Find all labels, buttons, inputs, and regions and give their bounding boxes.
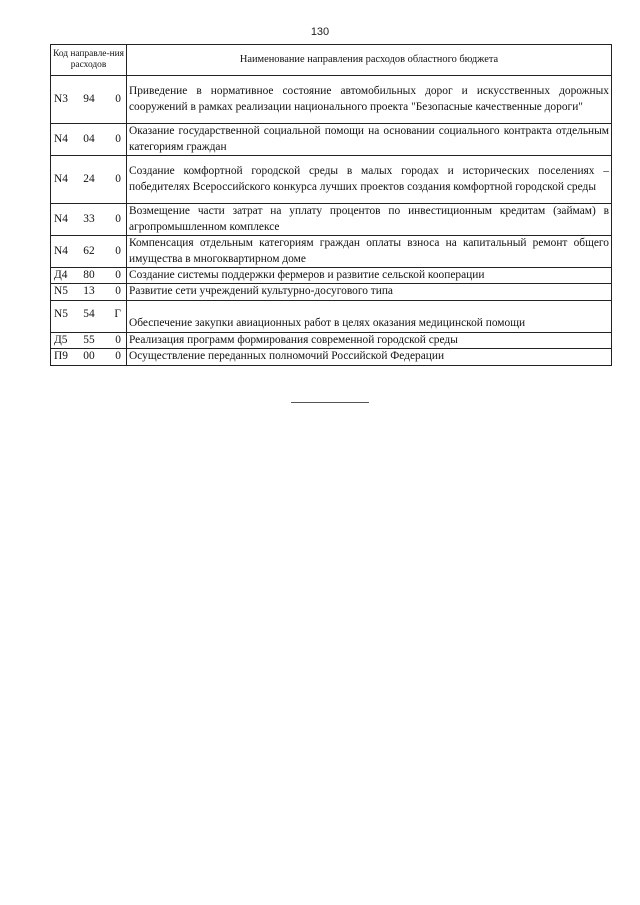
name-cell: Развитие сети учреждений культурно-досугового типа (127, 284, 612, 300)
table-row (51, 300, 612, 332)
name-cell: Обеспечение закупки авиационных работ в целях оказания медицинской помощи (127, 300, 612, 332)
name-cell: Осуществление переданных полномочий Российской Федерации (127, 349, 612, 365)
code-part-2: 94 (83, 92, 95, 105)
code-part-1: N5 (54, 307, 68, 320)
code-cell (51, 300, 127, 332)
code-part-1: N4 (54, 212, 68, 225)
name-cell: Создание системы поддержки фермеров и развитие сельской кооперации (127, 268, 612, 284)
code-part-3: 0 (115, 172, 121, 185)
code-part-1: N4 (54, 244, 68, 257)
code-cell (51, 204, 127, 236)
table-row (51, 332, 612, 348)
code-cell (51, 236, 127, 268)
end-divider-line (291, 402, 369, 403)
code-cell (51, 332, 127, 348)
page-number: 130 (310, 26, 330, 38)
name-cell: Создание комфортной городской среды в малых городах и исторических поселениях – победителях Всероссийского конкурса лучших проектов создания комфортной городской среды (127, 156, 612, 204)
table-row (51, 156, 612, 204)
table-row (51, 236, 612, 268)
table-header-row (51, 45, 612, 76)
code-part-3: Г (114, 307, 121, 320)
code-part-3: 0 (115, 92, 121, 105)
code-part-2: 80 (83, 269, 95, 281)
table-row (51, 204, 612, 236)
code-cell (51, 76, 127, 124)
code-part-3: 0 (115, 285, 121, 298)
code-part-2: 04 (83, 132, 95, 145)
name-cell: Возмещение части затрат на уплату процентов по инвестиционным кредитам (займам) в агропромышленном комплексе (127, 204, 612, 236)
name-cell: Компенсация отдельным категориям граждан оплаты взноса на капитальный ремонт общего имущества в многоквартирном доме (127, 236, 612, 268)
code-part-1: N4 (54, 132, 68, 145)
name-cell: Оказание государственной социальной помощи на основании социального контракта отдельным категориям граждан (127, 124, 612, 156)
code-part-2: 24 (83, 172, 95, 185)
header-name-cell: Наименование направления расходов областного бюджета (127, 45, 612, 76)
code-cell (51, 284, 127, 300)
code-part-1: N3 (54, 92, 68, 105)
table-row (51, 268, 612, 284)
code-part-1: П9 (54, 350, 68, 363)
table-row (51, 284, 612, 300)
code-part-1: Д5 (54, 333, 68, 346)
table-row (51, 76, 612, 124)
code-part-3: 0 (115, 132, 121, 145)
code-part-3: 0 (115, 269, 121, 281)
code-part-2: 33 (83, 212, 95, 225)
code-part-3: 0 (115, 244, 121, 257)
code-part-2: 62 (83, 244, 95, 257)
table-row (51, 349, 612, 365)
code-cell (51, 124, 127, 156)
code-part-2: 13 (83, 285, 95, 298)
name-cell: Реализация программ формирования современной городской среды (127, 332, 612, 348)
code-part-3: 0 (115, 350, 121, 363)
code-cell (51, 349, 127, 365)
code-part-2: 00 (83, 350, 95, 363)
code-part-3: 0 (115, 333, 121, 346)
code-part-2: 55 (83, 333, 95, 346)
code-part-2: 54 (83, 307, 95, 320)
code-part-1: Д4 (54, 269, 68, 281)
header-code-cell: Код направле-ния расходов (51, 45, 127, 76)
code-part-1: N4 (54, 172, 68, 185)
budget-expense-table (50, 44, 612, 366)
code-part-3: 0 (115, 212, 121, 225)
code-cell (51, 268, 127, 284)
code-part-1: N5 (54, 285, 68, 298)
table-row (51, 124, 612, 156)
code-cell (51, 156, 127, 204)
name-cell: Приведение в нормативное состояние автомобильных дорог и искусственных дорожных сооружений в рамках реализации национального проекта "Безопасные качественные дороги" (127, 76, 612, 124)
